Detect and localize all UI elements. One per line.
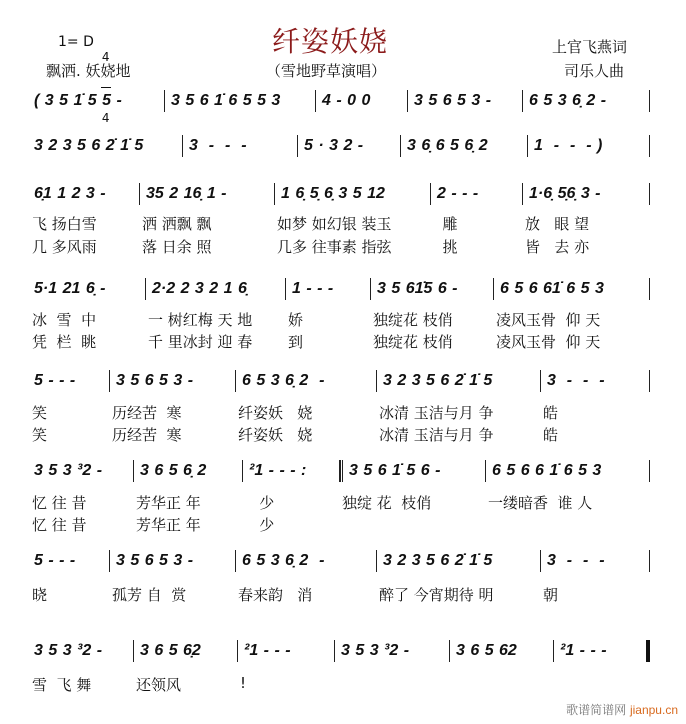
- lyric-segment: 冰清 玉洁与月 争: [379, 404, 494, 422]
- lyric-segment: 凭 栏 眺: [32, 333, 97, 351]
- lyric-segment: 皓: [543, 404, 559, 422]
- lyric-segment: 芳华正 年: [136, 516, 201, 534]
- measure: 6 5 3 6̣ 2 -: [236, 550, 377, 572]
- measure: 3 5 61̇5 6 -: [371, 278, 494, 300]
- measure: 1 6̣ 5̣ 6̣ 3 5 12: [275, 183, 431, 205]
- lyric-segment: 还领风: [136, 676, 182, 694]
- lyric-segment: 少: [245, 494, 275, 512]
- measure: 3 5 6 5 3 -: [110, 370, 236, 392]
- measure: ²1 - - -: [554, 640, 650, 662]
- measure: 4 - 0 0: [316, 90, 408, 112]
- watermark-en: jianpu.cn: [629, 703, 678, 717]
- measure: 3 5 6 1̇ 5 6 -: [340, 460, 486, 482]
- lyric-segment: 芳华正 年: [136, 494, 201, 512]
- tempo-mark: 飘洒. 妖娆地: [46, 62, 131, 80]
- lyric-segment: 历经苦 寒: [112, 426, 182, 444]
- measure: 2·2 2 3 2 1 6̣: [146, 278, 286, 300]
- measure: 2 - - -: [431, 183, 523, 205]
- measure: ²1 - - - :: [243, 460, 340, 482]
- measure: 5·1 21 6̣ -: [30, 278, 146, 300]
- lyric-segment: 凌风玉骨 仰 天: [496, 311, 601, 329]
- lyric-segment: 几 多风雨: [32, 238, 97, 256]
- watermark-cn: 歌谱简谱网: [566, 703, 627, 717]
- measure: 3 2 3 5 6 2̇ 1̇ 5: [377, 370, 541, 392]
- measure: 3 2 3 5 6 2̇ 1̇ 5: [30, 135, 183, 157]
- lyric-segment: 皆 去 亦: [525, 238, 590, 256]
- lyricist-credit: 上官飞燕词: [552, 38, 628, 56]
- lyric-segment: 冰清 玉洁与月 争: [379, 426, 494, 444]
- lyric-segment: 如梦 如幻银 装玉: [277, 215, 392, 233]
- lyric-segment: 皓: [543, 426, 559, 444]
- measure: ²1 - - -: [238, 640, 335, 662]
- lyric-segment: 娇: [288, 311, 304, 329]
- lyric-segment: 少: [245, 516, 275, 534]
- lyric-segment: 纤姿妖 娆: [238, 426, 313, 444]
- time-signature: [98, 27, 113, 148]
- lyric-segment: 笑: [32, 404, 48, 422]
- lyric-segment: 醉了 今宵期待 明: [379, 586, 494, 604]
- lyric-segment: 凌风玉骨 仰 天: [496, 333, 601, 351]
- lyric-segment: 到: [288, 333, 304, 351]
- lyric-segment: 独绽花 枝俏: [373, 333, 453, 351]
- measure: 3 - - -: [541, 370, 650, 392]
- lyric-segment: 一 树红梅 天 地: [148, 311, 253, 329]
- time-signature-top: 4: [101, 50, 110, 64]
- lyric-segment: 雪 飞 舞: [32, 676, 92, 694]
- lyric-segment: 独绽花 枝俏: [373, 311, 453, 329]
- lyric-segment: 历经苦 寒: [112, 404, 182, 422]
- measure: 6 5 3 6̣ 2 -: [523, 90, 650, 112]
- lyric-segment: 孤芳 自 赏: [112, 586, 187, 604]
- measure: 1 - - - ): [528, 135, 650, 157]
- lyric-segment: 笑: [32, 426, 48, 444]
- lyric-segment: !: [240, 674, 247, 692]
- measure: 3 - - -: [541, 550, 650, 572]
- lyric-segment: 飞 扬白雪: [32, 215, 97, 233]
- lyric-segment: 几多 往事素 指弦: [277, 238, 392, 256]
- measure: 3 2 3 5 6 2̇ 1̇ 5: [377, 550, 541, 572]
- measure: 3 5 3 ³2 -: [335, 640, 450, 662]
- singer-subtitle: （雪地野草演唱）: [266, 62, 387, 80]
- measure: 3 6 5 6̣2: [134, 640, 238, 662]
- measure: 1 - - -: [286, 278, 371, 300]
- measure: 3 - - -: [183, 135, 298, 157]
- lyric-segment: 千 里冰封 迎 春: [148, 333, 253, 351]
- measure: 3 5 3 ³2 -: [30, 640, 134, 662]
- lyric-segment: 忆 往 昔: [32, 494, 87, 512]
- measure: 3 5 6 1̇ 6 5 5 3: [165, 90, 316, 112]
- time-signature-divider: [101, 87, 111, 88]
- lyric-segment: 春来韵 消: [238, 586, 313, 604]
- measure: 3 5 6 5 3 -: [110, 550, 236, 572]
- measure: 5 - - -: [30, 550, 110, 572]
- measure: 6 5 6 61̇ 6 5 3: [494, 278, 650, 300]
- lyric-segment: 落 日余 照: [142, 238, 212, 256]
- measure: 3 6 5 62: [450, 640, 554, 662]
- measure: 3 5 3 ³2 -: [30, 460, 134, 482]
- lyric-segment: 洒 洒飘 飘: [142, 215, 212, 233]
- lyric-segment: 朝: [543, 586, 559, 604]
- lyric-segment: 纤姿妖 娆: [238, 404, 313, 422]
- measure: 6 5 6 6 1̇ 6 5 3: [486, 460, 650, 482]
- lyric-segment: 放 眼 望: [525, 215, 590, 233]
- measure: 3 6 5 6̣ 2: [134, 460, 243, 482]
- measure: 3 6̣ 6 5 6̣ 2: [401, 135, 528, 157]
- lyric-segment: 忆 往 昔: [32, 516, 87, 534]
- measure: 5 - - -: [30, 370, 110, 392]
- lyric-segment: 独绽 花 枝俏: [342, 494, 432, 512]
- measure: 5 · 3 2 -: [298, 135, 401, 157]
- measure: 1·6̣ 5̣6̣ 3 -: [523, 183, 650, 205]
- lyric-segment: 晓: [32, 586, 48, 604]
- measure: 6 5 3 6̣ 2 -: [236, 370, 377, 392]
- key-signature: 1= D: [58, 34, 94, 50]
- watermark: [566, 701, 678, 718]
- lyric-segment: 冰 雪 中: [32, 311, 97, 329]
- measure: 6̣1 1 2 3 -: [30, 183, 140, 205]
- measure: ( 3 5 1̇ 5 5 -: [30, 90, 165, 112]
- composer-credit: 司乐人曲: [564, 62, 625, 80]
- lyric-segment: 一缕暗香 谁 人: [488, 494, 593, 512]
- measure: 3 5 6 5 3 -: [408, 90, 523, 112]
- lyric-segment: 挑: [433, 238, 458, 256]
- measure: 35 2 16̣ 1 -: [140, 183, 275, 205]
- song-title: 纤姿妖娆: [272, 25, 389, 58]
- time-signature-bottom: 4: [101, 111, 110, 125]
- lyric-segment: 雕: [433, 215, 458, 233]
